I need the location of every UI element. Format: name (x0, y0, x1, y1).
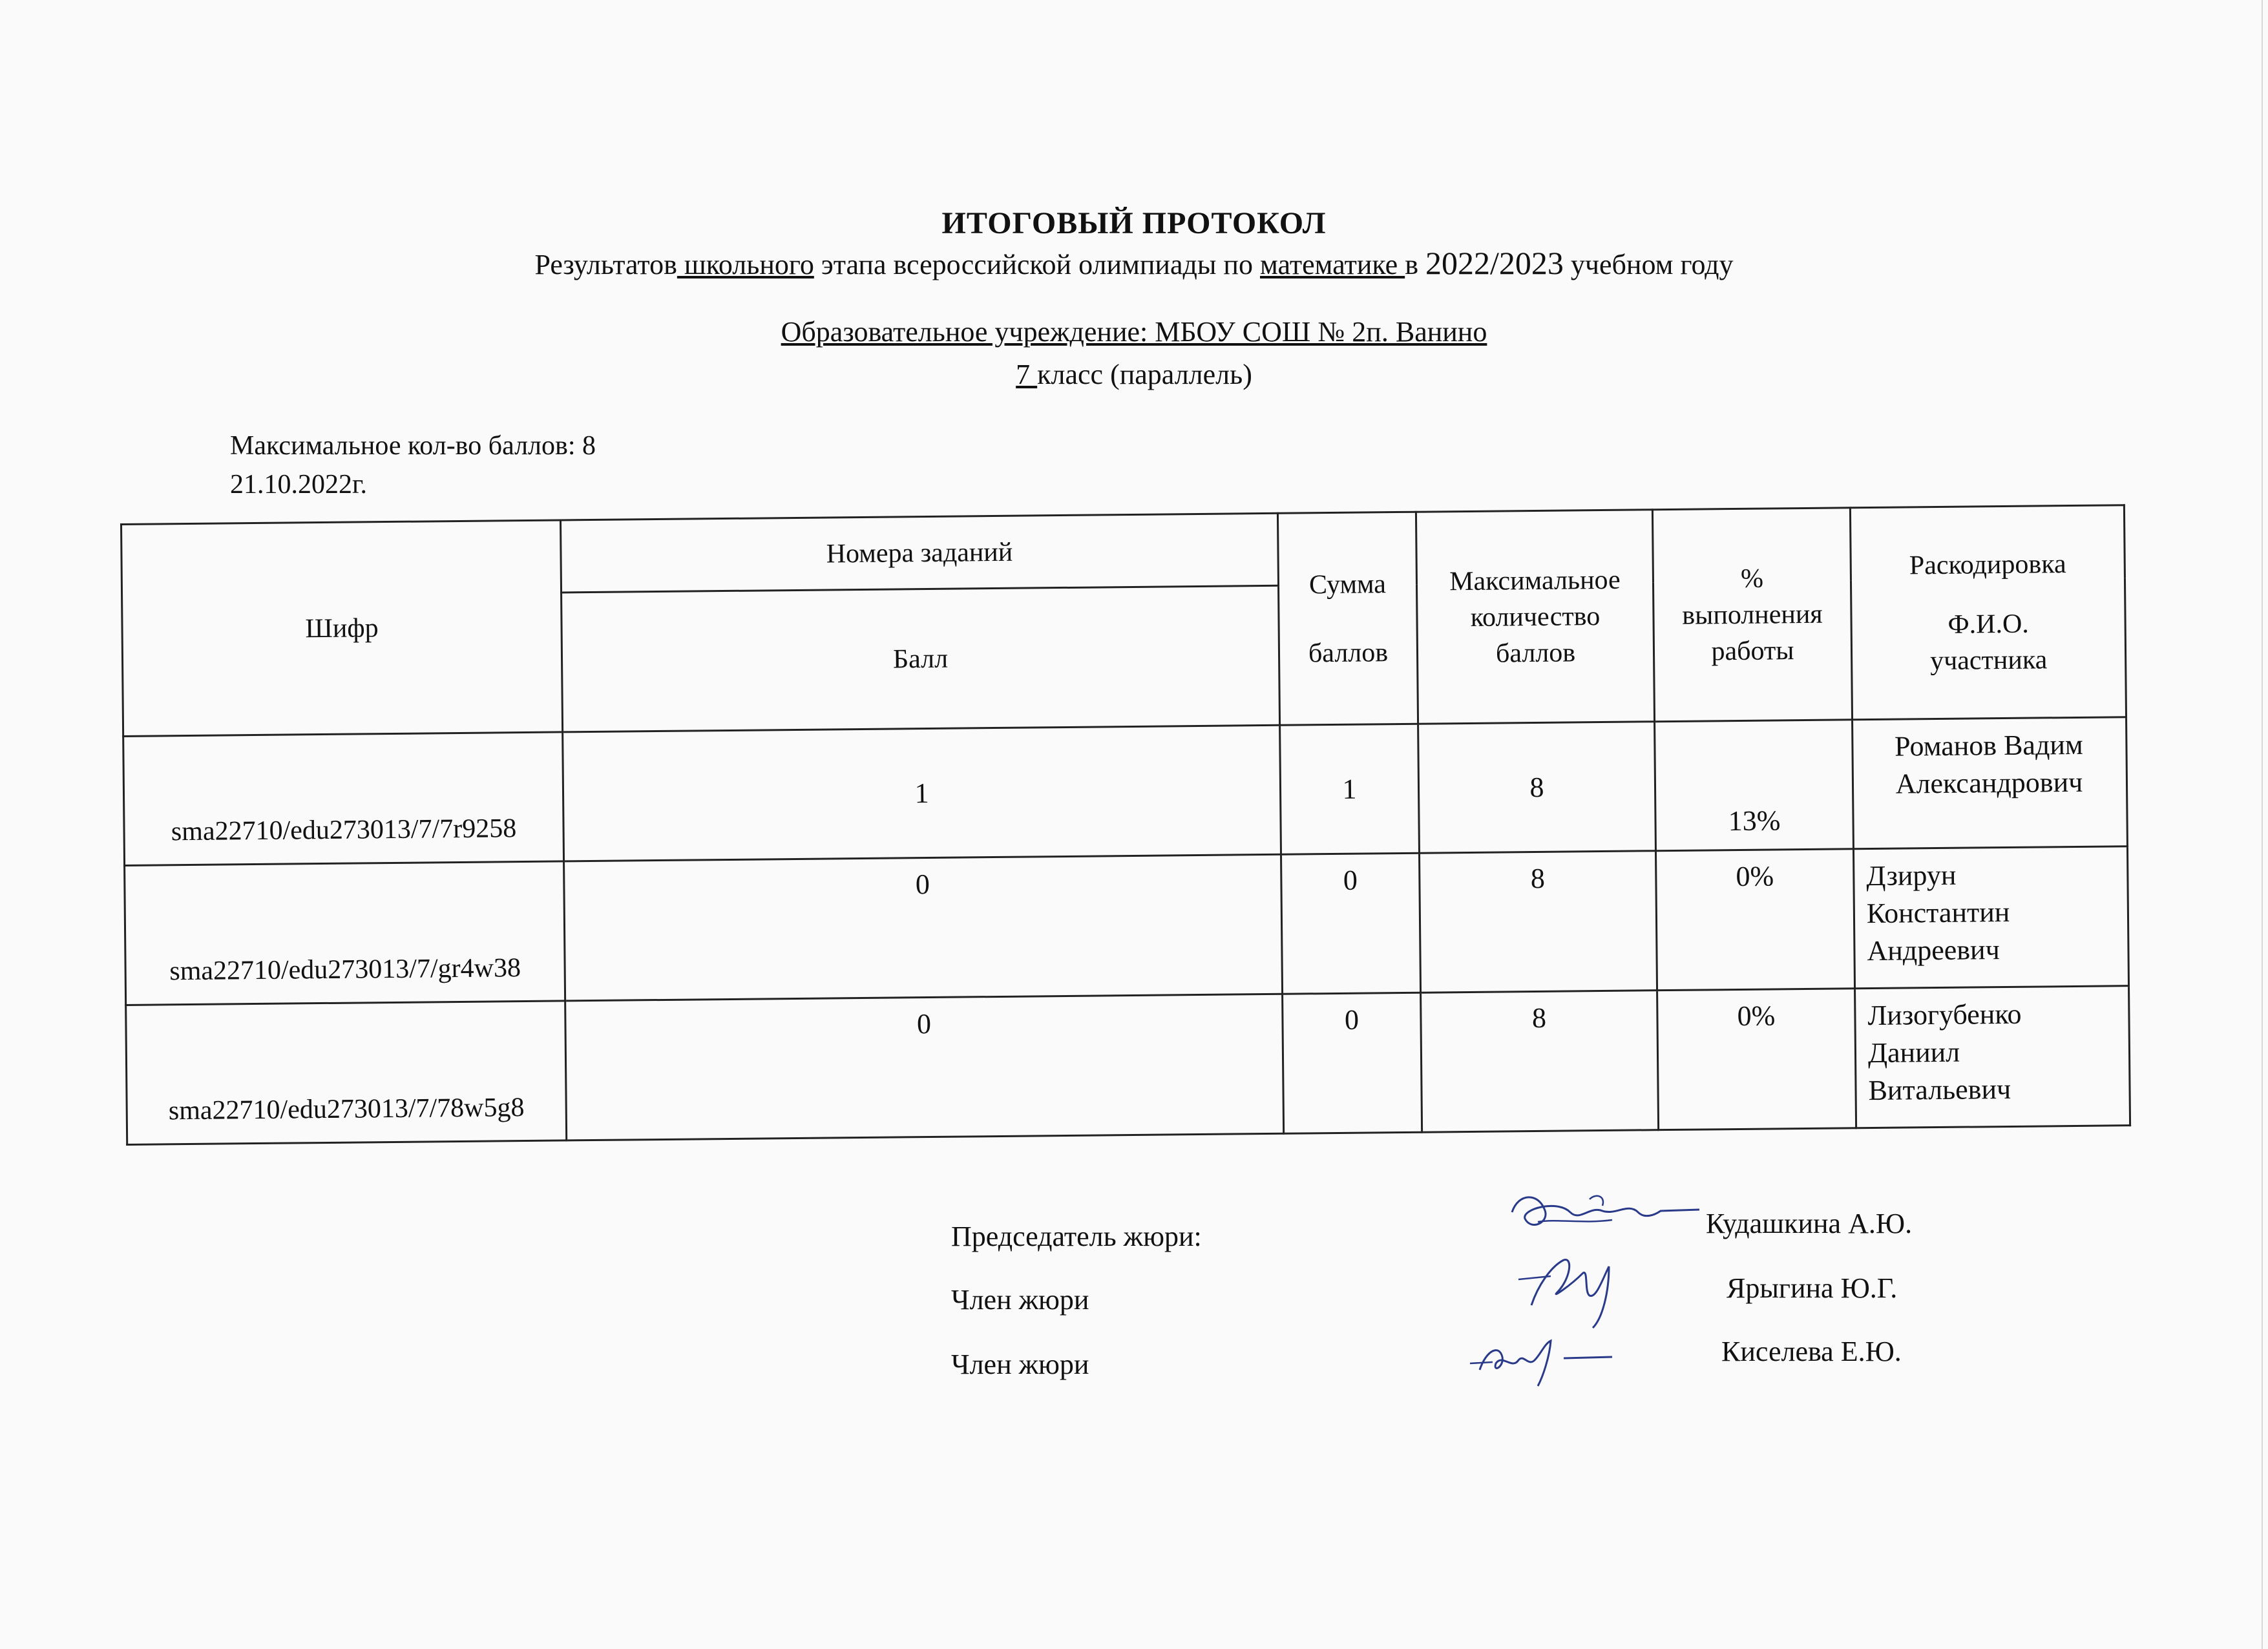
header-pct-line3: работы (1711, 635, 1794, 666)
grade-number: 7 (1016, 359, 1038, 390)
header-sum-line2: баллов (1308, 637, 1389, 668)
task-score: 0 (564, 854, 1283, 1001)
results-table (120, 504, 2129, 1157)
max-score: 8 (1419, 851, 1657, 993)
subtitle-mid: этапа всероссийской олимпиады по (814, 249, 1260, 280)
participant-code: sma22710/edu273013/7/78w5g8 (126, 1001, 567, 1145)
header-max (1416, 510, 1654, 724)
participant-given-names: Александрович (1895, 766, 2083, 800)
header-score: Балл (562, 585, 1280, 732)
participant-patronymic: Андреевич (1867, 934, 2000, 967)
participant-surname: Лизогубенко (1867, 998, 2022, 1032)
completion-percent: 0% (1657, 989, 1856, 1130)
grade-text: класс (параллель) (1037, 359, 1252, 390)
jury-member1-label: Член жюри (951, 1284, 1089, 1316)
grade-line (0, 358, 2268, 391)
school-line (0, 315, 2268, 348)
document-subtitle (0, 244, 2268, 282)
header-code: Шифр (121, 520, 563, 737)
participant-first-name: Даниил (1867, 1036, 1960, 1069)
subtitle-stage: школьного (677, 249, 814, 280)
header-sum (1277, 512, 1418, 725)
header-decode-line2: Ф.И.О. (1948, 609, 2030, 640)
member1-signature (1512, 1234, 1641, 1331)
participant-surname: Дзирун (1866, 859, 1957, 892)
header-max-line3: баллов (1495, 637, 1576, 669)
subtitle-prefix: Результатов (534, 249, 677, 280)
member2-signature (1467, 1331, 1622, 1389)
participant-name (1853, 717, 2128, 849)
participant-patronymic: Витальевич (1868, 1073, 2011, 1107)
participant-name (1853, 846, 2128, 989)
completion-percent: 13% (1655, 720, 1854, 851)
participant-code: sma22710/edu273013/7/7r9258 (123, 732, 564, 866)
table-header-row (121, 505, 2125, 597)
jury-member2-name: Киселева Е.Ю. (1721, 1336, 1902, 1367)
max-score-line: Максимальное кол-во баллов: 8 (230, 431, 596, 461)
subtitle-subject: математике (1259, 249, 1405, 280)
max-score: 8 (1421, 991, 1659, 1133)
subtitle-in: в (1405, 249, 1425, 280)
participant-surname: Романов Вадим (1894, 728, 2083, 762)
participant-first-name: Константин (1866, 896, 2010, 930)
completion-percent: 0% (1655, 849, 1854, 991)
task-score: 0 (565, 994, 1284, 1140)
header-decode (1850, 505, 2126, 720)
header-pct-line2: выполнения (1682, 599, 1823, 631)
table-row (126, 986, 2130, 1145)
score-sum: 0 (1283, 993, 1422, 1133)
header-decode-line3: участника (1929, 644, 2048, 676)
document-title: ИТОГОВЫЙ ПРОТОКОЛ (941, 206, 1327, 240)
header-pct-line1: % (1740, 563, 1764, 594)
jury-chair-name: Кудашкина А.Ю. (1706, 1208, 1913, 1239)
table-row (123, 717, 2128, 866)
jury-chair-label: Председатель жюри: (951, 1221, 1202, 1252)
header-pct (1652, 508, 1852, 722)
jury-member2-label: Член жюри (951, 1349, 1089, 1380)
header-max-line2: количество (1470, 601, 1601, 633)
task-score: 1 (563, 725, 1281, 861)
participant-name (1855, 986, 2130, 1128)
score-sum: 1 (1280, 724, 1420, 854)
subtitle-suffix: учебном году (1563, 249, 1734, 280)
date-line: 21.10.2022г. (230, 470, 367, 499)
subtitle-year: 2022/2023 (1425, 245, 1564, 281)
header-tasks: Номера заданий (560, 513, 1278, 593)
participant-code: sma22710/edu273013/7/gr4w38 (125, 861, 565, 1005)
table-row (125, 846, 2129, 1005)
jury-member1-name: Ярыгина Ю.Г. (1727, 1272, 1898, 1304)
header-sum-line1: Сумма (1308, 569, 1387, 600)
header-decode-line1: Раскодировка (1909, 549, 2066, 580)
score-sum: 0 (1281, 853, 1421, 994)
max-score: 8 (1418, 722, 1656, 854)
school-name: Образовательное учреждение: МБОУ СОШ № 2п. Ванино (781, 316, 1487, 348)
header-max-line1: Максимальное (1449, 565, 1621, 596)
